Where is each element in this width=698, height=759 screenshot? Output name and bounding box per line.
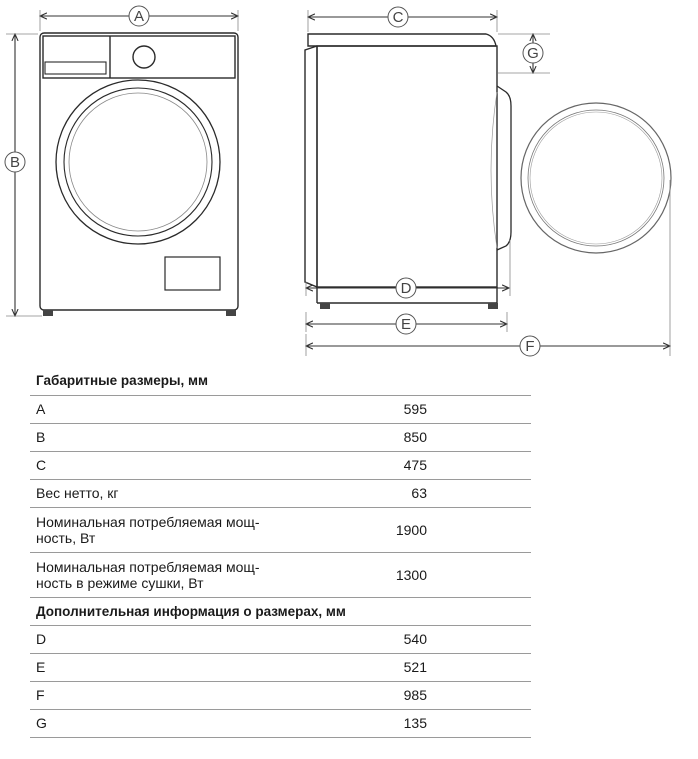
label-b: B: [9, 154, 21, 171]
table-row: [30, 552, 531, 597]
row-value: 850: [340, 423, 531, 451]
label-g: G: [527, 45, 539, 62]
side-view: [305, 34, 511, 309]
dimension-b: [5, 34, 42, 316]
row-value: 135: [340, 709, 531, 737]
row-label: C: [30, 451, 340, 479]
row-label: F: [30, 681, 340, 709]
table-row: [30, 653, 531, 681]
table-row: [30, 423, 531, 451]
row-label: Вес нетто, кг: [30, 479, 340, 507]
filter-hatch: [165, 257, 220, 290]
dimension-d: [306, 240, 510, 298]
row-label: [30, 507, 340, 552]
table-row: [30, 479, 531, 507]
top-plate: [308, 34, 496, 46]
side-foot-left: [320, 303, 330, 309]
section-header-additional: [30, 597, 531, 625]
front-view: [40, 33, 238, 316]
specifications-table: [30, 367, 531, 738]
label-f: F: [525, 338, 535, 355]
detergent-drawer: [45, 62, 106, 74]
label-a: A: [133, 8, 145, 25]
table-row: [30, 625, 531, 653]
door-inner: [64, 88, 212, 236]
section-title: Габаритные размеры, мм: [30, 367, 531, 395]
program-knob: [133, 46, 155, 68]
table-row: [30, 395, 531, 423]
row-label: A: [30, 395, 340, 423]
label-c: C: [392, 9, 404, 26]
front-foot-left: [43, 310, 53, 316]
table-row: [30, 507, 531, 552]
row-label: D: [30, 625, 340, 653]
row-label: E: [30, 653, 340, 681]
row-value: 475: [340, 451, 531, 479]
section-header-dimensions: [30, 367, 531, 395]
back-panel: [305, 46, 317, 287]
label-d: D: [400, 280, 412, 297]
table-row: [30, 681, 531, 709]
row-value: 63: [340, 479, 531, 507]
row-value: 1900: [340, 507, 531, 552]
row-value: 540: [340, 625, 531, 653]
door-glass: [69, 93, 207, 231]
row-value: 595: [340, 395, 531, 423]
label-e: E: [400, 316, 412, 333]
dimension-g: [498, 34, 550, 73]
section-title: Дополнительная информация о размерах, мм: [30, 597, 531, 625]
dimension-f: [306, 180, 670, 356]
row-label-line: ность в режиме сушки, Вт: [36, 574, 204, 591]
side-foot-right: [488, 303, 498, 309]
row-label-line: Номинальная потребляемая мощ-: [36, 558, 260, 575]
door-bulge: [497, 86, 511, 250]
row-label-line: Номинальная потребляемая мощ-: [36, 513, 260, 530]
side-body: [317, 46, 497, 287]
row-label: [30, 552, 340, 597]
row-value: 1300: [340, 552, 531, 597]
row-label-line: ность, Вт: [36, 529, 96, 546]
door-outer: [56, 80, 220, 244]
control-panel: [43, 36, 235, 78]
dimension-a: [40, 6, 238, 31]
washer-dimension-diagram: [0, 0, 698, 360]
row-value: 521: [340, 653, 531, 681]
front-foot-right: [226, 310, 236, 316]
open-door: [521, 103, 671, 253]
row-value: 985: [340, 681, 531, 709]
dimension-e: [306, 312, 507, 334]
dimension-c: [308, 7, 497, 32]
table-row: [30, 709, 531, 737]
table-row: [30, 451, 531, 479]
row-label: G: [30, 709, 340, 737]
row-label: B: [30, 423, 340, 451]
